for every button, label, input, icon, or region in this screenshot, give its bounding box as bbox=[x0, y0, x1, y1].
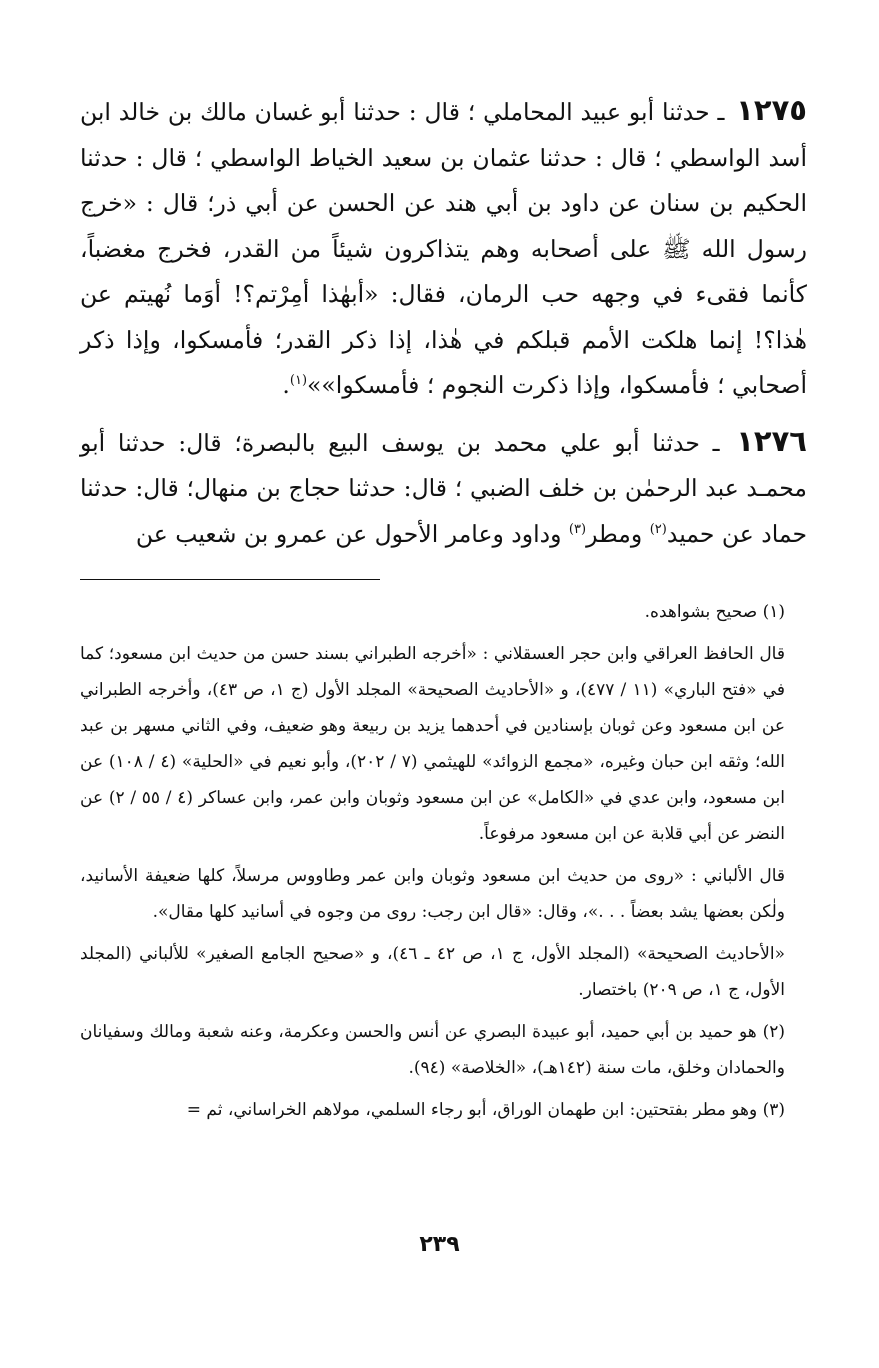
hadith-text: ـ حدثنا أبو علي محمد بن يوسف البيع بالبصرة؛ قال: حدثنا أبو محمـد عبد الرحمٰن بن خلف الضبي ؛ قال: حدثنا حجاج بن منهال؛ قال: حدثنا حماد عن حميد bbox=[80, 428, 807, 548]
footnote-reference: (٣) bbox=[568, 521, 587, 537]
footnote-1-paragraph: قال الألباني : «روى من حديث ابن مسعود وثوبان وابن عمر وطاووس مرسلاً، كلها ضعيفة الأسانيد، ولٰكن بعضها يشد بعضاً . . .»، وقال: «قال ابن رجب: روى من وجوه في أسانيد كلها مقال». bbox=[80, 866, 785, 922]
footnote-1-paragraph: قال الحافظ العراقي وابن حجر العسقلاني : «أخرجه الطبراني بسند حسن من حديث ابن مسعود؛ كما في «فتح الباري» (١١ / ٤٧٧)، و «الأحاديث الصحيحة» المجلد الأول (ج ١، ص ٤٣)، وأخرجه الطبراني عن ابن مسعود وعن ثوبان بإسنادين في أحدهما يزيد بن ربيعة وهو ضعيف، وفي الثاني مسهر بن عبد الله؛ وثقه ابن حبان وغيره، «مجمع الزوائد» للهيثمي (٧ / ٢٠٢)، وأبو نعيم في «الحلية» (٤ / ١٠٨) عن ابن مسعود، وابن عدي في «الكامل» عن ابن مسعود وثوبان وابن عمر، وابن عساكر (٤ / ٥٥ / ٢) عن النضر عن أبي قلابة عن ابن مسعود مرفوعاً. bbox=[80, 644, 786, 844]
hadith-text: ـ حدثنا أبو عبيد المحاملي ؛ قال : حدثنا أبو غسان مالك بن خالد ابن أسد الواسطي ؛ قال : حدثنا عثمان بن سعيد الخياط الواسطي ؛ قال : حدثنا الحكيم بن سنان عن داود بن أبي هند عن الحسن عن أبي ذر؛ قال : «خرج رسول الله ﷺ على أصحابه وهم يتذاكرون شيئاً من القدر، فخرج مغضباً، كأنما فقىء في وجهه حب الرمان، فقال: «أبهٰذا أمِرْتم؟! أوَما نُهيتم عن هٰذا؟! إنما هلكت الأمم قبلكم في هٰذا، إذا ذكر القدر؛ فأمسكوا، وإذا ذكر أصحابي ؛ فأمسكوا، وإذا ذكرت النجوم ؛ فأمسكوا»» bbox=[80, 98, 807, 399]
hadith-number: ١٢٧٦ bbox=[736, 423, 807, 458]
hadith-text: ومطر bbox=[586, 519, 650, 548]
footnote-1-paragraph: «الأحاديث الصحيحة» (المجلد الأول، ج ١، ص ٤٢ ـ ٤٦)، و «صحيح الجامع الصغير» للألباني (المجلد الأول، ج ١، ص ٢٠٩) باختصار. bbox=[80, 944, 785, 1000]
footnote-separator bbox=[80, 579, 380, 580]
hadith-text: وداود وعامر الأحول عن عمرو بن شعيب عن bbox=[135, 519, 569, 548]
footnote-reference: (١) bbox=[289, 373, 308, 389]
hadith-number: ١٢٧٥ bbox=[736, 93, 807, 127]
footnote-reference: (٢) bbox=[649, 521, 667, 537]
footnote-2: (٢) هو حميد بن أبي حميد، أبو عبيدة البصري عن أنس والحسن وعكرمة، وعنه شعبة ومالك وسفيانان والحمادان وخلق، مات سنة (١٤٢هـ)، «الخلاصة» (٩٤). bbox=[80, 1022, 785, 1078]
hadith-text-end: . bbox=[282, 371, 290, 399]
footnote-1: (١) صحيح بشواهده. bbox=[644, 602, 785, 622]
page-number: ٢٣٩ bbox=[419, 1232, 460, 1257]
hadith-1275 bbox=[80, 88, 807, 409]
hadith-1276 bbox=[80, 419, 807, 558]
main-text bbox=[80, 88, 807, 557]
footnote-separator-wrap bbox=[80, 567, 807, 594]
footnotes bbox=[80, 594, 807, 1128]
footnote-3: (٣) وهو مطر بفتحتين: ابن طهمان الوراق، أبو رجاء السلمي، مولاهم الخراساني، ثم = bbox=[186, 1100, 785, 1120]
